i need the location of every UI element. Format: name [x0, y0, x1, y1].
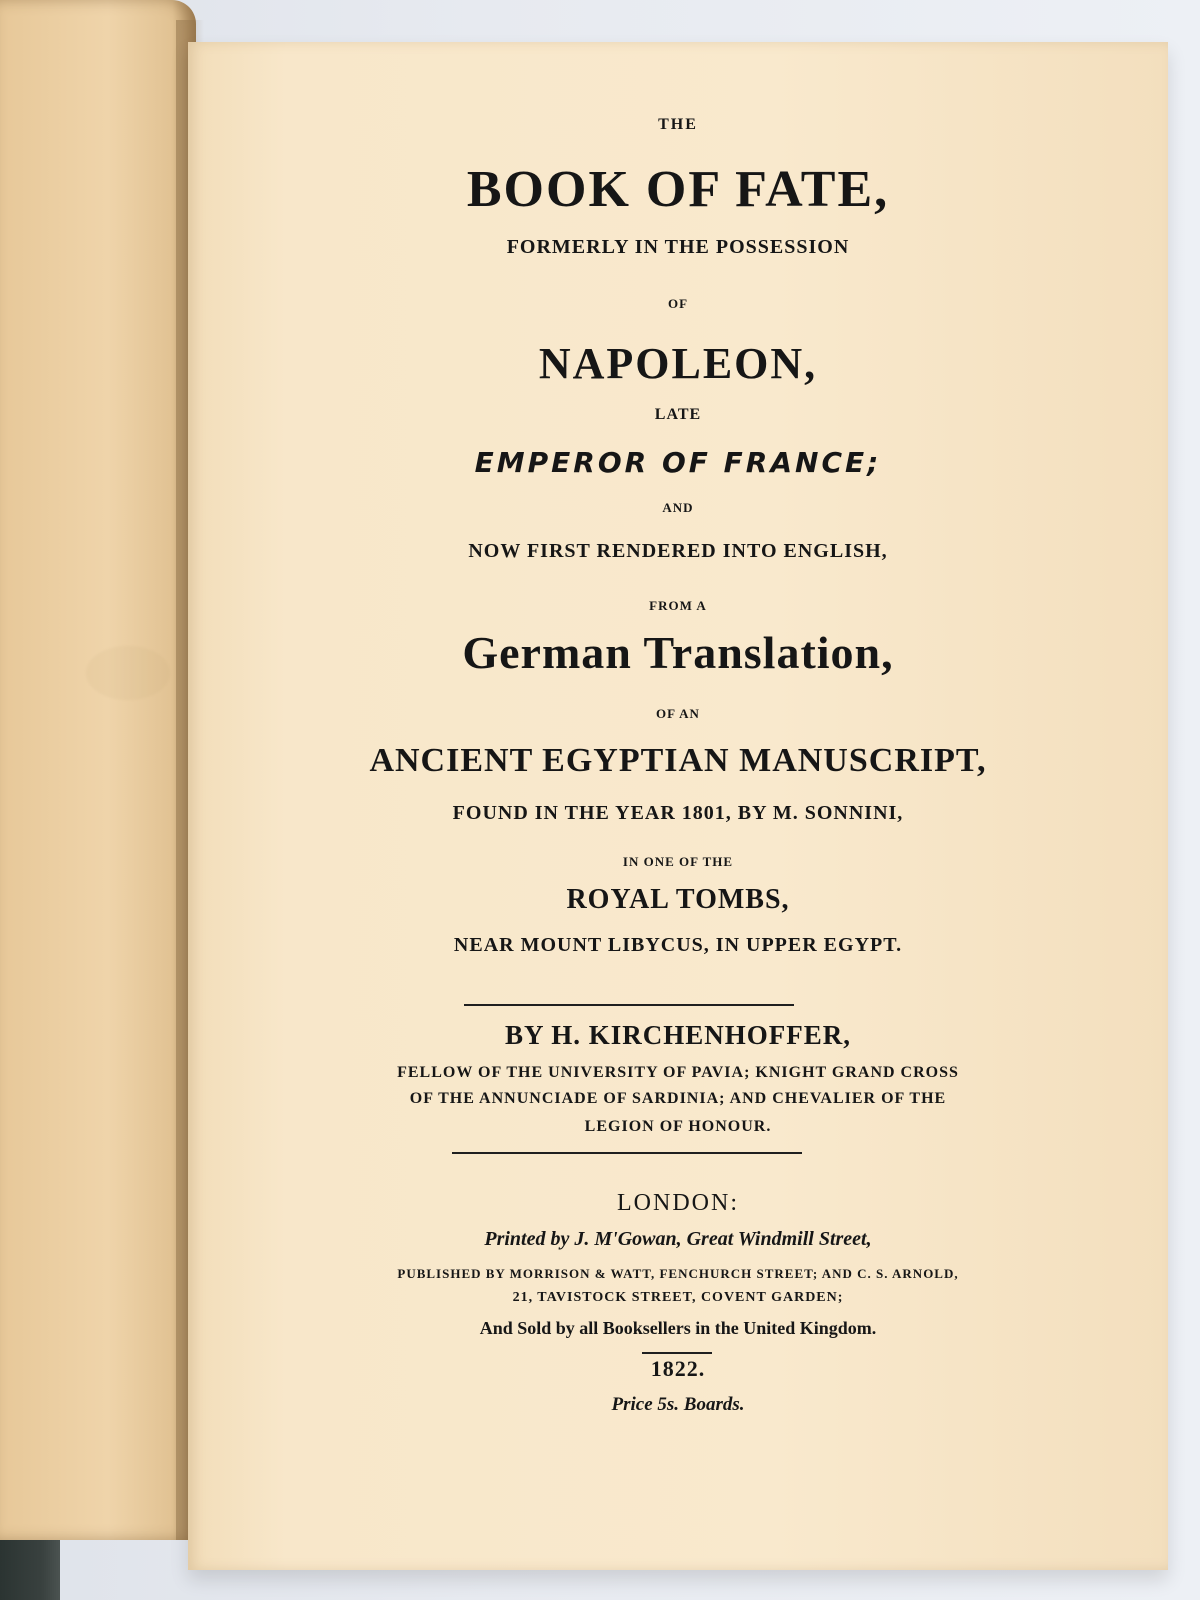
title-page-content — [188, 42, 1168, 1570]
publication-year: 1822. — [650, 1356, 706, 1381]
author-credit-line-1: FELLOW OF THE UNIVERSITY OF PAVIA; KNIGHT GRAND CROSS — [397, 1064, 959, 1081]
royal-tombs-text: ROYAL TOMBS, — [566, 884, 790, 915]
napoleon-name: NAPOLEON, — [538, 339, 818, 388]
in-one-text: IN ONE OF THE — [622, 854, 734, 869]
found-text: FOUND IN THE YEAR 1801, BY M. SONNINI, — [452, 802, 904, 824]
author-credit-line-3: LEGION OF HONOUR. — [584, 1118, 772, 1135]
sold-line: And Sold by all Booksellers in the United Kingdom. — [479, 1318, 877, 1338]
emperor-text: EMPEROR OF FRANCE; — [474, 446, 882, 479]
book-title: BOOK OF FATE, — [466, 161, 890, 218]
year-rule — [642, 1352, 712, 1354]
of-text: OF — [667, 296, 689, 311]
rendered-text: NOW FIRST RENDERED INTO ENGLISH, — [468, 540, 888, 562]
printer-line: Printed by J. M'Gowan, Great Windmill Street, — [484, 1228, 872, 1250]
left-page-stain — [86, 646, 170, 700]
author-top-rule — [464, 1004, 794, 1006]
formerly-text: FORMERLY IN THE POSSESSION — [506, 236, 850, 258]
price-line: Price 5s. Boards. — [611, 1394, 745, 1415]
and-text: AND — [662, 500, 694, 515]
left-page — [0, 0, 196, 1540]
german-translation-text: German Translation, — [462, 627, 894, 678]
address-line: 21, TAVISTOCK STREET, COVENT GARDEN; — [512, 1290, 844, 1305]
late-text: LATE — [654, 406, 702, 423]
title-the: THE — [658, 116, 698, 133]
author-line: BY H. KIRCHENHOFFER, — [504, 1020, 852, 1050]
author-bottom-rule — [452, 1152, 802, 1154]
publisher-line: PUBLISHED BY MORRISON & WATT, FENCHURCH STREET; AND C. S. ARNOLD, — [397, 1266, 959, 1281]
london-imprint: LONDON: — [617, 1190, 739, 1216]
author-credit-line-2: OF THE ANNUNCIADE OF SARDINIA; AND CHEVALIER OF THE — [409, 1090, 947, 1107]
ancient-manuscript-text: ANCIENT EGYPTIAN MANUSCRIPT, — [369, 742, 987, 779]
from-a-text: FROM A — [649, 598, 707, 613]
of-an-text: OF AN — [656, 706, 700, 721]
near-mount-text: NEAR MOUNT LIBYCUS, IN UPPER EGYPT. — [453, 934, 903, 956]
